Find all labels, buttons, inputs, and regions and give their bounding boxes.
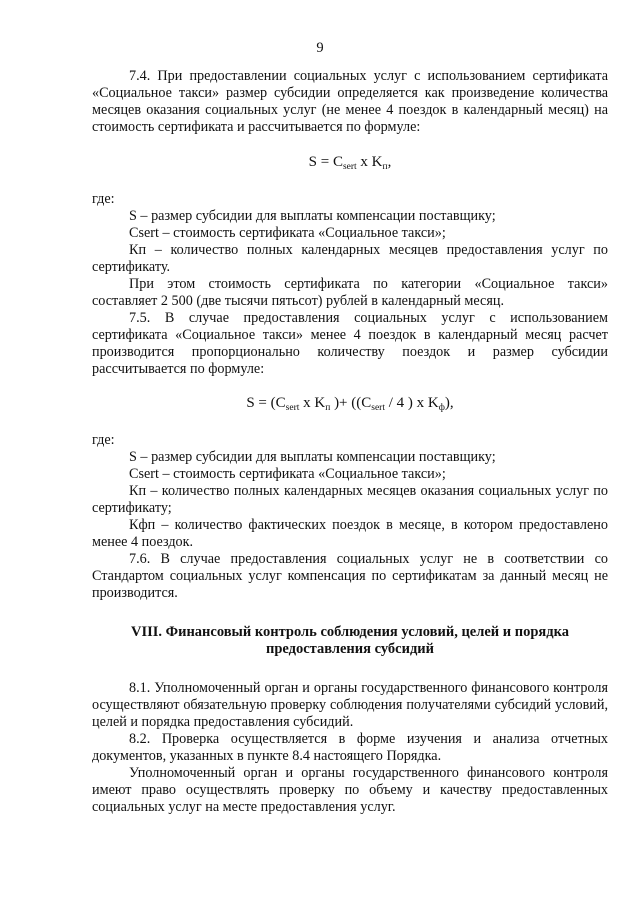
- definition-item: Сsert – стоимость сертификата «Социальное такси»;: [129, 225, 446, 241]
- paragraph-8-2: 8.2. Проверка осуществляется в форме изучения и анализа отчетных документов, указанных в пункте 8.4 настоящего Порядка.: [92, 731, 608, 764]
- paragraph-7-6: 7.6. В случае предоставления социальных услуг не в соответствии со Стандартом социальных услуг компенсация по сертификатам за данный месяц не производится.: [92, 551, 608, 601]
- definition-item: Кфп – количество фактических поездок в месяце, в котором предоставлено менее 4 поездок.: [92, 517, 608, 550]
- paragraph-8-1: 8.1. Уполномоченный орган и органы государственного финансового контроля осуществляют обязательную проверку соблюдения получателями субсидий условий, целей и порядка предоставления субсидий.: [92, 680, 608, 730]
- formula-subsidy-full: $S = C_{sert}$ x $K_п$,: [308, 154, 392, 172]
- document-body: [92, 68, 608, 816]
- paragraph-certificate-cost: При этом стоимость сертификата по категории «Социальное такси» составляет 2 500 (две тысячи пятьсот) рублей в календарный месяц.: [92, 276, 608, 309]
- definition-item: Сsert – стоимость сертификата «Социальное такси»;: [129, 466, 446, 482]
- where-label: где:: [92, 191, 115, 207]
- where-label: где:: [92, 432, 115, 448]
- definition-item: S – размер субсидии для выплаты компенсации поставщику;: [129, 208, 496, 224]
- formula-subsidy-partial: $S = (C_{sert}$ x $K_п$ )+ (($C_{sert} / 4$ ) x $K_ф$),: [246, 395, 454, 413]
- paragraph-inspection-rights: Уполномоченный орган и органы государственного финансового контроля имеют право осуществлять проверку по объему и качеству предоставленных социальных услуг на месте предоставления услуг.: [92, 765, 608, 815]
- definition-item: Кп – количество полных календарных месяцев предоставления услуг по сертификату.: [92, 242, 608, 275]
- paragraph-7-4: 7.4. При предоставлении социальных услуг с использованием сертификата «Социальное такси» размер субсидии определяется как произведение количества месяцев оказания социальных услуг (не менее 4 поездок в календарный месяц) на стоимость сертификата и рассчитывается по формуле:: [92, 68, 608, 135]
- page-number: 9: [316, 40, 324, 56]
- section-heading: VIII. Финансовый контроль соблюдения условий, целей и порядка предоставления субсидий: [130, 624, 569, 657]
- definition-item: Кп – количество полных календарных месяцев оказания социальных услуг по сертификату;: [92, 483, 608, 516]
- definition-item: S – размер субсидии для выплаты компенсации поставщику;: [129, 449, 496, 465]
- paragraph-7-5: 7.5. В случае предоставления социальных услуг с использованием сертификата «Социальное такси» менее 4 поездок в календарный месяц расчет производится пропорционально количеству поездок и размер субсидии рассчитывается по формуле:: [92, 310, 608, 377]
